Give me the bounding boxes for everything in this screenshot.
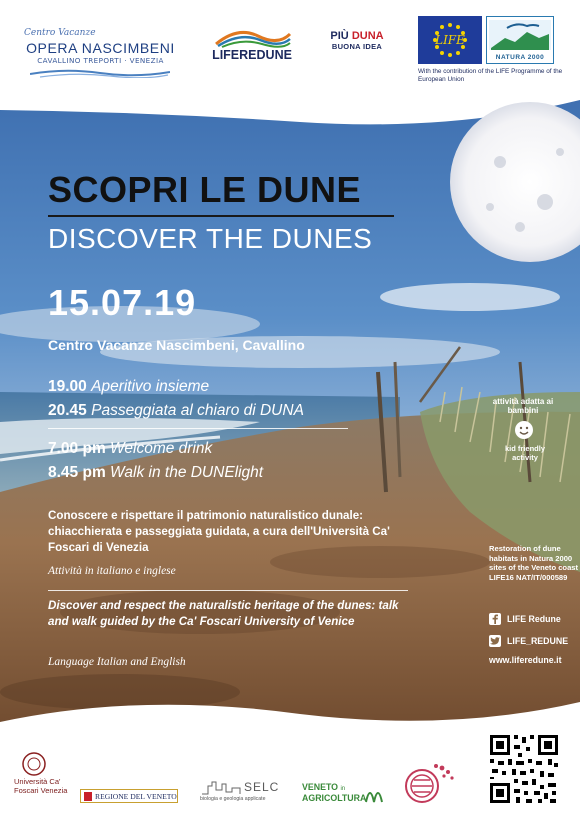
description-italian: Conoscere e rispettare il patrimonio naturalistico dunale: chiacchierata e passeggiata guidata, a cura dell'Università Ca' Foscari di Venezia <box>48 509 390 554</box>
kid-activity-title: attività adatta ai bambini <box>492 397 554 415</box>
selc-subtext: biologia e geologia applicate <box>200 796 266 802</box>
opera-name: OPERA NASCIMBENI <box>26 40 175 56</box>
liferedune-logo <box>208 22 296 72</box>
schedule-time: 20.45 <box>48 402 87 419</box>
title-divider <box>48 215 394 217</box>
selc-text: SELC <box>244 780 280 794</box>
schedule-time: 7.00 pm <box>48 440 106 457</box>
eu-flag-icon <box>418 16 482 64</box>
description-divider <box>48 590 408 591</box>
selc-skyline-icon <box>202 778 242 796</box>
schedule-item-en-2 <box>48 464 263 482</box>
event-date: 15.07.19 <box>48 282 197 323</box>
eu-contribution-note: With the contribution of the LIFE Programme of the European Union <box>418 68 563 83</box>
website-link[interactable]: www.liferedune.it <box>489 655 562 665</box>
wave-icon <box>30 68 170 78</box>
twitter-icon <box>489 635 501 647</box>
twitter-handle: LIFE_REDUNE <box>507 636 569 646</box>
regione-text: REGIONE DEL VENETO <box>95 791 177 801</box>
natura-2000-text: NATURA 2000 <box>495 54 545 61</box>
piu-duna-logo <box>322 30 392 62</box>
schedule-time: 19.00 <box>48 378 87 395</box>
schedule-text: Aperitivo insieme <box>91 378 210 395</box>
natura-2000-logo <box>486 16 554 64</box>
title-italian: SCOPRI LE DUNE <box>48 169 362 210</box>
piu-duna-line2: BUONA IDEA <box>331 42 383 51</box>
kid-friendly-label: kid friendly activity <box>504 444 545 462</box>
schedule-item-it-2 <box>48 402 304 420</box>
duna-text: DUNA <box>351 30 384 42</box>
piu-text: PIÙ <box>330 30 352 42</box>
schedule-time: 8.45 pm <box>48 464 106 481</box>
title-english: DISCOVER THE DUNES <box>48 223 373 254</box>
selc-logo <box>200 776 282 804</box>
restoration-note: Restoration of dune habitats in Natura 2000 sites of the Veneto coast LIFE16 NAT/IT/000589 <box>489 544 579 582</box>
liferedune-text: LIFEREDUNE <box>212 48 292 62</box>
veneto-line2: AGRICOLTURA <box>302 793 367 803</box>
dune-waves-icon <box>208 22 296 48</box>
schedule-item-it-1 <box>48 378 209 396</box>
veneto-word: VENETO <box>302 782 339 792</box>
natura-bird-icon <box>487 18 553 54</box>
opera-script-text: Centro Vacanze <box>24 28 96 38</box>
event-place: Centro Vacanze Nascimbeni, Cavallino <box>48 337 305 353</box>
facebook-link[interactable] <box>489 613 561 625</box>
facebook-icon <box>489 613 501 625</box>
ca-foscari-text: Università Ca' Foscari Venezia <box>14 777 68 795</box>
piu-duna-line1 <box>322 30 392 42</box>
circular-dots-logo-icon <box>398 760 458 808</box>
schedule-text: Passeggiata al chiaro di DUNA <box>91 402 304 419</box>
description-english: Discover and respect the naturalistic heritage of the dunes: talk and walk guided by the Ca' Foscari University of Venice <box>48 599 399 628</box>
opera-nascimbeni-logo <box>18 26 183 78</box>
schedule-divider <box>48 428 348 429</box>
schedule-text: Walk in the DUNElight <box>110 464 264 481</box>
schedule-item-en-1 <box>48 440 212 458</box>
veneto-agricoltura-logo <box>302 780 386 806</box>
veneto-line1 <box>302 782 345 792</box>
opera-sub: CAVALLINO TREPORTI · VENEZIA <box>37 56 164 65</box>
facebook-handle: LIFE Redune <box>507 614 561 624</box>
language-note-italian: Attività in italiano e inglese <box>48 565 176 577</box>
regione-veneto-logo <box>80 789 178 803</box>
ca-foscari-seal-icon <box>20 752 48 776</box>
twitter-link[interactable] <box>489 635 568 647</box>
veneto-leaf-icon <box>364 780 384 804</box>
smiley-icon <box>514 420 534 440</box>
schedule-text: Welcome drink <box>110 440 213 457</box>
life-wordmark: LIFE <box>435 33 465 47</box>
eu-stars <box>418 16 482 64</box>
veneto-in: in <box>340 786 346 792</box>
qr-code-icon[interactable] <box>488 733 560 805</box>
language-note-english: Language Italian and English <box>48 656 186 668</box>
regione-shield-icon <box>84 792 92 801</box>
